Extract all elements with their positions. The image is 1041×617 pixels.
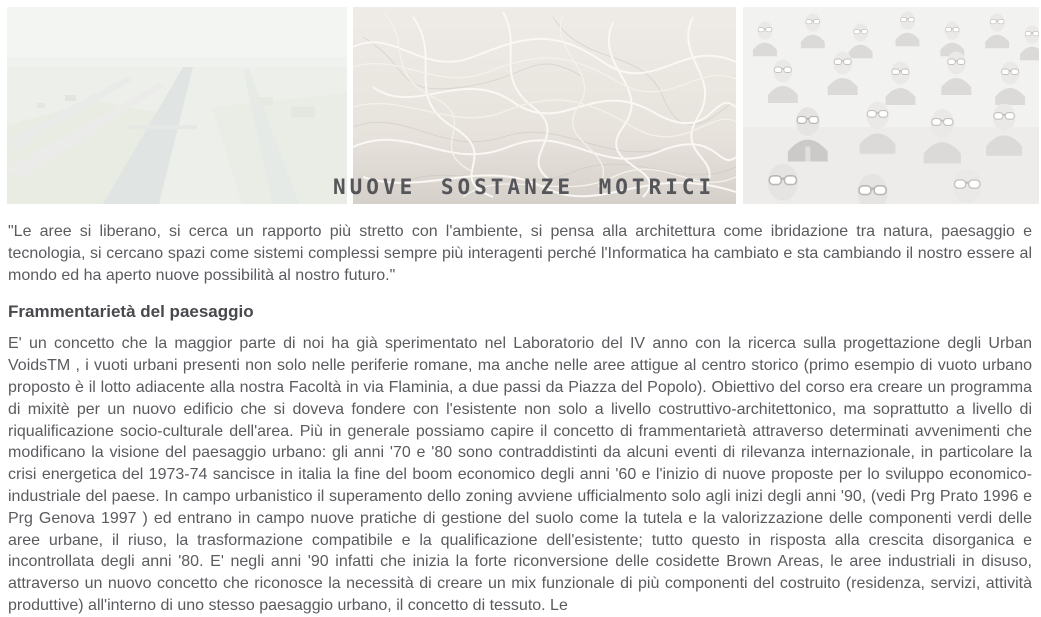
audience-3d-glasses-image (743, 7, 1039, 204)
audience-graphic (743, 7, 1039, 204)
hero-banner (7, 7, 1041, 204)
main-content (8, 221, 1032, 617)
page-title: NUOVE SOSTANZE MOTRICI (333, 175, 716, 199)
aerial-landscape-graphic (7, 7, 347, 204)
section-heading: Frammentarietà del paesaggio (8, 302, 254, 322)
aerial-landscape-image (7, 7, 347, 204)
body-paragraph: E' un concetto che la maggior parte di noi ha già sperimentato nel Laboratorio del IV anno con la ricerca sulla progettazione degli Urban VoidsTM , i vuoti urbani presenti non solo nelle periferie romane, ma anche nelle aree attigue al centro storico (primo esempio di vuoto urbano proposto è il lotto adiacente alla nostra Facoltà in via Flaminia, a due passi da Piazza del Popolo). Obiettivo del corso era creare un programma di mixitè per un nuovo edificio che si doveva fondere con l'esistente non solo a livello costruttivo-architettonico, ma soprattutto a livello di riqualificazione socio-culturale dell'area. Più in generale possiamo capire il concetto di frammentarietà attraverso determinati avvenimenti che modificano la visione del paesaggio urbano: gli anni '70 e '80 sono contraddistinti da alcuni eventi di rilevanza internazionale, in particolare la crisi energetica del 1973-74 sancisce in italia la fine del boom economico degli anni '60 e l'inizio di nuove proposte per lo sviluppo economico-industriale del paese. In campo urbanistico il superamento dello zoning avviene ufficialmento solo agli inizi degli anni '90, (vedi Prg Prato 1996 e Prg Genova 1997 ) ed entrano in campo nuove pratiche di gestione del suolo come la tutela e la valorizzazione delle componenti verdi delle aree urbane, il riuso, la trasformazione compatibile e la qualificazione dell'esistente; tutto questo in risposta alla crescita disorganica e incontrollata degli anni '80. E' negli anni '90 infatti che inizia la forte riconversione delle cosidette Brown Areas, le aree industriali in disuso, attraverso un nuovo concetto che riconosce la necessità di creare un mix funzionale di più componenti del costruito (residenza, servizi, attività produttive) all'interno di uno stesso paesaggio urbano, il concetto di tessuto. Le (8, 335, 1032, 614)
intro-quote: "Le aree si liberano, si cerca un rapporto più stretto con l'ambiente, si pensa alla architettura come ibridazione tra natura, paesaggio e tecnologia, si cercano spazi come sistemi complessi sempre più interagenti perché l'Informatica ha cambiato e sta cambiando il nostro essere al mondo ed ha aperto nuove possibilità al nostro futuro." (8, 223, 1032, 284)
